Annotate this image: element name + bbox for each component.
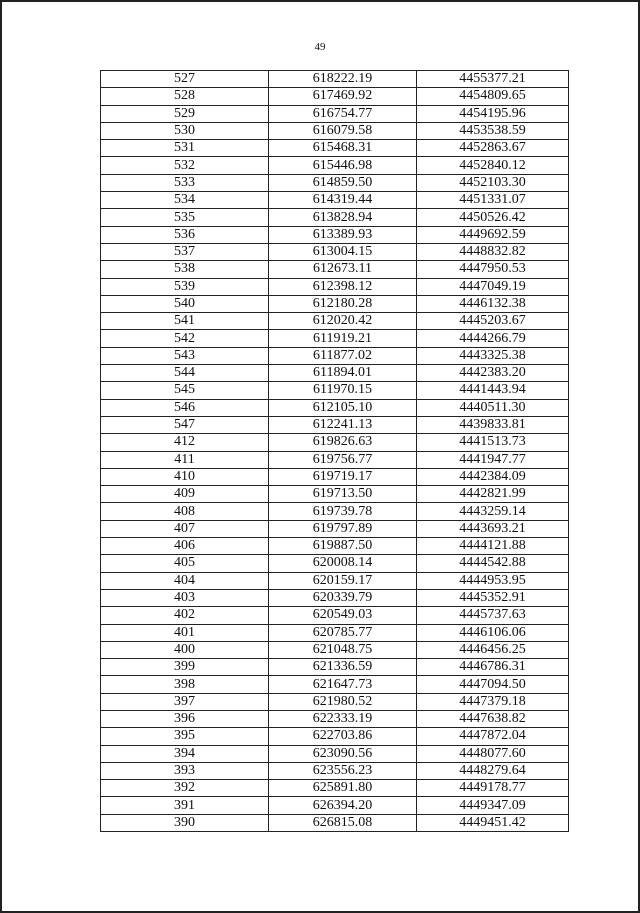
point-number-cell: 403	[101, 589, 269, 606]
point-number-cell: 528	[101, 88, 269, 105]
table-row	[101, 122, 569, 139]
y-coordinate-cell: 4445352.91	[417, 589, 569, 606]
y-coordinate-cell: 4441513.73	[417, 434, 569, 451]
point-number-cell: 401	[101, 624, 269, 641]
point-number-cell: 394	[101, 745, 269, 762]
point-number-cell: 542	[101, 330, 269, 347]
y-coordinate-cell: 4446106.06	[417, 624, 569, 641]
y-coordinate-cell: 4447872.04	[417, 728, 569, 745]
table-row	[101, 295, 569, 312]
table-row	[101, 486, 569, 503]
table-row	[101, 313, 569, 330]
x-coordinate-cell: 612398.12	[269, 278, 417, 295]
table-row	[101, 365, 569, 382]
y-coordinate-cell: 4449347.09	[417, 797, 569, 814]
point-number-cell: 406	[101, 538, 269, 555]
point-number-cell: 531	[101, 140, 269, 157]
page-border-top	[0, 0, 640, 2]
table-row	[101, 278, 569, 295]
y-coordinate-cell: 4442821.99	[417, 486, 569, 503]
table-row	[101, 209, 569, 226]
table-row	[101, 451, 569, 468]
y-coordinate-cell: 4446132.38	[417, 295, 569, 312]
y-coordinate-cell: 4445737.63	[417, 607, 569, 624]
x-coordinate-cell: 619756.77	[269, 451, 417, 468]
y-coordinate-cell: 4448279.64	[417, 762, 569, 779]
coordinate-table-body	[101, 71, 569, 832]
y-coordinate-cell: 4454195.96	[417, 105, 569, 122]
point-number-cell: 527	[101, 71, 269, 88]
table-row	[101, 572, 569, 589]
y-coordinate-cell: 4441947.77	[417, 451, 569, 468]
table-row	[101, 676, 569, 693]
table-row	[101, 503, 569, 520]
table-row	[101, 416, 569, 433]
y-coordinate-cell: 4443259.14	[417, 503, 569, 520]
x-coordinate-cell: 612241.13	[269, 416, 417, 433]
table-row	[101, 693, 569, 710]
y-coordinate-cell: 4442383.20	[417, 365, 569, 382]
y-coordinate-cell: 4442384.09	[417, 468, 569, 485]
point-number-cell: 411	[101, 451, 269, 468]
x-coordinate-cell: 615468.31	[269, 140, 417, 157]
point-number-cell: 546	[101, 399, 269, 416]
table-row	[101, 814, 569, 831]
point-number-cell: 530	[101, 122, 269, 139]
y-coordinate-cell: 4446786.31	[417, 659, 569, 676]
x-coordinate-cell: 612020.42	[269, 313, 417, 330]
table-row	[101, 261, 569, 278]
y-coordinate-cell: 4444121.88	[417, 538, 569, 555]
table-row	[101, 243, 569, 260]
table-row	[101, 382, 569, 399]
point-number-cell: 544	[101, 365, 269, 382]
x-coordinate-cell: 619887.50	[269, 538, 417, 555]
x-coordinate-cell: 614859.50	[269, 174, 417, 191]
y-coordinate-cell: 4449451.42	[417, 814, 569, 831]
point-number-cell: 407	[101, 520, 269, 537]
point-number-cell: 408	[101, 503, 269, 520]
y-coordinate-cell: 4455377.21	[417, 71, 569, 88]
point-number-cell: 538	[101, 261, 269, 278]
x-coordinate-cell: 621980.52	[269, 693, 417, 710]
point-number-cell: 405	[101, 555, 269, 572]
coordinate-table	[100, 70, 569, 832]
x-coordinate-cell: 615446.98	[269, 157, 417, 174]
point-number-cell: 541	[101, 313, 269, 330]
x-coordinate-cell: 620008.14	[269, 555, 417, 572]
y-coordinate-cell: 4444542.88	[417, 555, 569, 572]
x-coordinate-cell: 612180.28	[269, 295, 417, 312]
x-coordinate-cell: 613004.15	[269, 243, 417, 260]
x-coordinate-cell: 625891.80	[269, 780, 417, 797]
point-number-cell: 396	[101, 710, 269, 727]
y-coordinate-cell: 4447638.82	[417, 710, 569, 727]
point-number-cell: 547	[101, 416, 269, 433]
table-row	[101, 174, 569, 191]
x-coordinate-cell: 618222.19	[269, 71, 417, 88]
point-number-cell: 539	[101, 278, 269, 295]
table-row	[101, 555, 569, 572]
table-row	[101, 710, 569, 727]
table-row	[101, 538, 569, 555]
x-coordinate-cell: 623556.23	[269, 762, 417, 779]
table-row	[101, 105, 569, 122]
point-number-cell: 537	[101, 243, 269, 260]
y-coordinate-cell: 4444953.95	[417, 572, 569, 589]
y-coordinate-cell: 4452863.67	[417, 140, 569, 157]
y-coordinate-cell: 4446456.25	[417, 641, 569, 658]
x-coordinate-cell: 619797.89	[269, 520, 417, 537]
x-coordinate-cell: 620785.77	[269, 624, 417, 641]
y-coordinate-cell: 4440511.30	[417, 399, 569, 416]
point-number-cell: 533	[101, 174, 269, 191]
x-coordinate-cell: 620339.79	[269, 589, 417, 606]
point-number-cell: 390	[101, 814, 269, 831]
point-number-cell: 412	[101, 434, 269, 451]
x-coordinate-cell: 620549.03	[269, 607, 417, 624]
table-row	[101, 330, 569, 347]
point-number-cell: 534	[101, 192, 269, 209]
x-coordinate-cell: 621048.75	[269, 641, 417, 658]
table-row	[101, 762, 569, 779]
y-coordinate-cell: 4449178.77	[417, 780, 569, 797]
x-coordinate-cell: 623090.56	[269, 745, 417, 762]
y-coordinate-cell: 4443693.21	[417, 520, 569, 537]
x-coordinate-cell: 622703.86	[269, 728, 417, 745]
y-coordinate-cell: 4444266.79	[417, 330, 569, 347]
x-coordinate-cell: 619713.50	[269, 486, 417, 503]
point-number-cell: 395	[101, 728, 269, 745]
y-coordinate-cell: 4448077.60	[417, 745, 569, 762]
point-number-cell: 399	[101, 659, 269, 676]
y-coordinate-cell: 4449692.59	[417, 226, 569, 243]
point-number-cell: 535	[101, 209, 269, 226]
y-coordinate-cell: 4447049.19	[417, 278, 569, 295]
y-coordinate-cell: 4448832.82	[417, 243, 569, 260]
y-coordinate-cell: 4454809.65	[417, 88, 569, 105]
y-coordinate-cell: 4445203.67	[417, 313, 569, 330]
x-coordinate-cell: 612105.10	[269, 399, 417, 416]
y-coordinate-cell: 4453538.59	[417, 122, 569, 139]
table-row	[101, 607, 569, 624]
x-coordinate-cell: 611894.01	[269, 365, 417, 382]
point-number-cell: 532	[101, 157, 269, 174]
table-row	[101, 589, 569, 606]
x-coordinate-cell: 626815.08	[269, 814, 417, 831]
page-number: 49	[314, 41, 326, 53]
table-row	[101, 140, 569, 157]
y-coordinate-cell: 4447950.53	[417, 261, 569, 278]
x-coordinate-cell: 612673.11	[269, 261, 417, 278]
point-number-cell: 392	[101, 780, 269, 797]
table-row	[101, 399, 569, 416]
x-coordinate-cell: 613389.93	[269, 226, 417, 243]
y-coordinate-cell: 4443325.38	[417, 347, 569, 364]
point-number-cell: 391	[101, 797, 269, 814]
y-coordinate-cell: 4447094.50	[417, 676, 569, 693]
point-number-cell: 397	[101, 693, 269, 710]
point-number-cell: 404	[101, 572, 269, 589]
x-coordinate-cell: 619739.78	[269, 503, 417, 520]
table-row	[101, 659, 569, 676]
point-number-cell: 409	[101, 486, 269, 503]
x-coordinate-cell: 622333.19	[269, 710, 417, 727]
table-row	[101, 728, 569, 745]
table-row	[101, 192, 569, 209]
y-coordinate-cell: 4450526.42	[417, 209, 569, 226]
point-number-cell: 543	[101, 347, 269, 364]
point-number-cell: 400	[101, 641, 269, 658]
table-row	[101, 434, 569, 451]
table-row	[101, 226, 569, 243]
table-row	[101, 88, 569, 105]
x-coordinate-cell: 620159.17	[269, 572, 417, 589]
table-row	[101, 624, 569, 641]
x-coordinate-cell: 614319.44	[269, 192, 417, 209]
x-coordinate-cell: 621336.59	[269, 659, 417, 676]
table-row	[101, 745, 569, 762]
point-number-cell: 398	[101, 676, 269, 693]
x-coordinate-cell: 621647.73	[269, 676, 417, 693]
table-row	[101, 641, 569, 658]
table-row	[101, 797, 569, 814]
x-coordinate-cell: 616754.77	[269, 105, 417, 122]
point-number-cell: 540	[101, 295, 269, 312]
x-coordinate-cell: 617469.92	[269, 88, 417, 105]
table-row	[101, 347, 569, 364]
point-number-cell: 536	[101, 226, 269, 243]
y-coordinate-cell: 4451331.07	[417, 192, 569, 209]
point-number-cell: 410	[101, 468, 269, 485]
y-coordinate-cell: 4452103.30	[417, 174, 569, 191]
table-row	[101, 157, 569, 174]
point-number-cell: 529	[101, 105, 269, 122]
x-coordinate-cell: 613828.94	[269, 209, 417, 226]
y-coordinate-cell: 4441443.94	[417, 382, 569, 399]
y-coordinate-cell: 4447379.18	[417, 693, 569, 710]
x-coordinate-cell: 619826.63	[269, 434, 417, 451]
y-coordinate-cell: 4452840.12	[417, 157, 569, 174]
x-coordinate-cell: 619719.17	[269, 468, 417, 485]
point-number-cell: 545	[101, 382, 269, 399]
table-row	[101, 71, 569, 88]
x-coordinate-cell: 611970.15	[269, 382, 417, 399]
x-coordinate-cell: 611877.02	[269, 347, 417, 364]
x-coordinate-cell: 626394.20	[269, 797, 417, 814]
x-coordinate-cell: 616079.58	[269, 122, 417, 139]
point-number-cell: 393	[101, 762, 269, 779]
page-border-left	[0, 0, 2, 913]
x-coordinate-cell: 611919.21	[269, 330, 417, 347]
table-row	[101, 520, 569, 537]
table-row	[101, 468, 569, 485]
table-row	[101, 780, 569, 797]
point-number-cell: 402	[101, 607, 269, 624]
y-coordinate-cell: 4439833.81	[417, 416, 569, 433]
